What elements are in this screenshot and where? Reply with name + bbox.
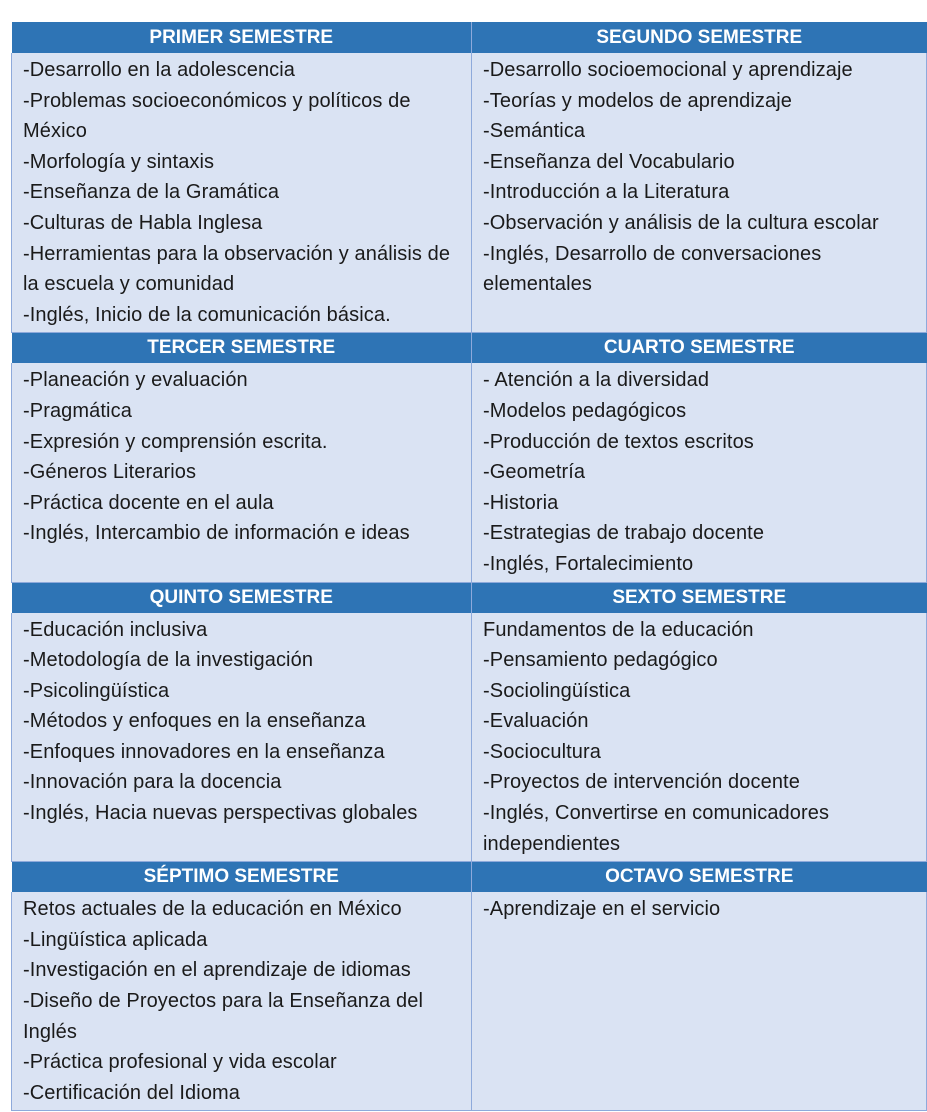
semester-header-row	[12, 333, 927, 364]
semester-title: TERCER SEMESTRE	[12, 333, 472, 364]
semester-title: SEGUNDO SEMESTRE	[472, 23, 927, 54]
subject-item: -Desarrollo en la adolescencia	[23, 59, 296, 81]
subject-item: -Inglés, Desarrollo de conversaciones elementales	[483, 242, 822, 296]
subject-item: -Certificación del Idioma	[23, 1081, 241, 1104]
semester-title: OCTAVO SEMESTRE	[472, 862, 927, 893]
semester-subjects	[12, 53, 472, 333]
subject-item: -Geometría	[483, 461, 586, 484]
subject-item: -Enseñanza del Vocabulario	[483, 150, 735, 173]
subject-item: -Metodología de la investigación	[23, 649, 314, 672]
semester-title: PRIMER SEMESTRE	[12, 23, 472, 54]
subject-item: -Teorías y modelos de aprendizaje	[483, 89, 793, 112]
semester-subjects	[12, 613, 472, 862]
subject-item: -Sociolingüística	[483, 679, 631, 702]
subject-item: -Práctica docente en el aula	[23, 491, 274, 514]
semester-title: SÉPTIMO SEMESTRE	[12, 862, 472, 893]
subject-item: -Expresión y comprensión escrita.	[23, 430, 328, 453]
semester-subjects	[472, 363, 927, 582]
subject-item: Retos actuales de la educación en México	[23, 898, 402, 921]
semester-subjects-row	[12, 363, 927, 582]
subject-item: -Psicolingüística	[23, 679, 170, 702]
subject-item: Fundamentos de la educación	[483, 618, 754, 641]
semester-subjects	[472, 613, 927, 862]
semester-subjects	[472, 53, 927, 333]
semester-subjects-row	[12, 53, 927, 333]
subject-item: -Pragmática	[23, 399, 132, 422]
semester-subjects	[472, 892, 927, 1111]
subject-item: -Observación y análisis de la cultura escolar	[483, 211, 879, 234]
subject-item: - Atención a la diversidad	[483, 369, 710, 392]
subject-item: -Géneros Literarios	[23, 461, 197, 484]
subject-item: -Investigación en el aprendizaje de idiomas	[23, 959, 411, 982]
subject-item: -Diseño de Proyectos para la Enseñanza del Inglés	[23, 990, 423, 1043]
semester-header-row	[12, 582, 927, 613]
subject-item: -Proyectos de intervención docente	[483, 771, 800, 794]
subject-item: -Métodos y enfoques en la enseñanza	[23, 710, 366, 733]
semester-title: QUINTO SEMESTRE	[12, 582, 472, 613]
curriculum-table	[11, 22, 927, 1111]
subject-item: -Pensamiento pedagógico	[483, 649, 718, 672]
subject-item: -Inglés, Inicio de la comunicación básica.	[23, 303, 391, 326]
subject-item: -Inglés, Convertirse en comunicadores independientes	[483, 802, 830, 855]
subject-item: -Semántica	[483, 120, 586, 143]
subject-item: -Práctica profesional y vida escolar	[23, 1051, 337, 1074]
table-body	[12, 23, 927, 1111]
subject-item: -Evaluación	[483, 710, 589, 733]
subject-item: -Inglés, Hacia nuevas perspectivas globales	[23, 802, 418, 825]
subject-item: -Inglés, Intercambio de información e ideas	[23, 522, 410, 545]
semester-title: CUARTO SEMESTRE	[472, 333, 927, 364]
subject-item: -Planeación y evaluación	[23, 369, 248, 392]
semester-header-row	[12, 23, 927, 54]
subject-item: -Introducción a la Literatura	[483, 181, 730, 204]
subject-item: -Estrategias de trabajo docente	[483, 522, 765, 545]
subject-item: -Problemas socioeconómicos y políticos de México	[23, 89, 411, 143]
semester-title: SEXTO SEMESTRE	[472, 582, 927, 613]
subject-item: -Desarrollo socioemocional y aprendizaje	[483, 59, 853, 81]
subject-item: -Herramientas para la observación y análisis de la escuela y comunidad	[23, 242, 451, 296]
subject-item: -Aprendizaje en el servicio	[483, 898, 721, 921]
semester-header-row	[12, 862, 927, 893]
subject-item: -Modelos pedagógicos	[483, 399, 687, 422]
subject-item: -Historia	[483, 491, 559, 514]
subject-item: -Producción de textos escritos	[483, 430, 754, 453]
subject-item: -Morfología y sintaxis	[23, 150, 215, 173]
subject-item: -Lingüística aplicada	[23, 928, 208, 951]
subject-item: -Culturas de Habla Inglesa	[23, 211, 263, 234]
subject-item: -Innovación para la docencia	[23, 771, 282, 794]
semester-subjects	[12, 363, 472, 582]
subject-item: -Educación inclusiva	[23, 618, 208, 641]
semester-subjects-row	[12, 613, 927, 862]
semester-subjects-row	[12, 892, 927, 1111]
subject-item: -Inglés, Fortalecimiento	[483, 552, 694, 575]
subject-item: -Enseñanza de la Gramática	[23, 181, 280, 204]
subject-item: -Enfoques innovadores en la enseñanza	[23, 740, 385, 763]
semester-subjects	[12, 892, 472, 1111]
subject-item: -Sociocultura	[483, 740, 602, 763]
